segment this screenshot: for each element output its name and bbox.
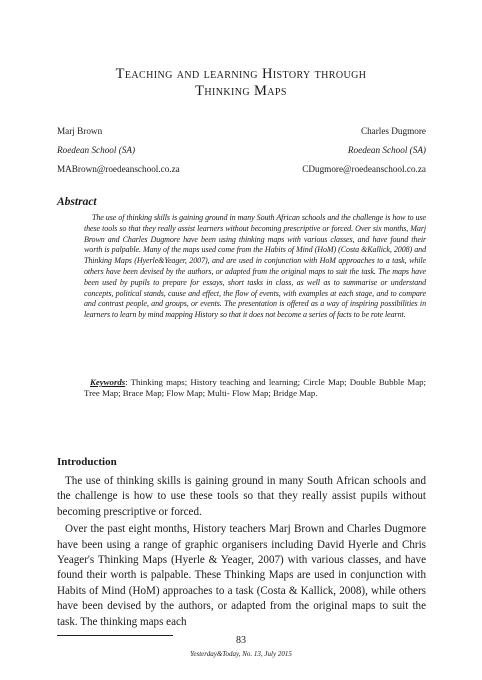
author-names-row (57, 125, 426, 144)
introduction-paragraph-2: Over the past eight months, History teachers Marj Brown and Charles Dugmore have been using a range of graphic organisers including David Hyerle and Chris Yeager's Thinking Maps (Hyerle & Yeager, 2007) with various classes, and have found their worth is palpable. These Thinking Maps are used in conjunction with Habits of Mind (HoM) approaches to a task (Costa & Kallick, 2008), while others have been devised by the authors, or adapted from the original maps to suit the task. The thinking maps each (57, 523, 426, 628)
title-line-2: Thinking Maps (195, 83, 287, 99)
introduction-heading: Introduction (57, 456, 117, 468)
page-number: 83 (236, 635, 246, 646)
abstract-heading: Abstract (57, 196, 97, 208)
abstract-text: The use of thinking skills is gaining ground in many South African schools and the challenge is how to use these tools so that they really assist learners without becoming prescriptive or forced. Over six months, Marj Brown and Charles Dugmore have been using thinking maps with various classes, and have found their worth is palpable. Many of the maps used come from the Habits of Mind (HoM) (Costa &Kallick, 2008) and Thinking Maps (Hyerle&Yeager, 2007), and are used in conjunction with HoM approaches to a task, while others have been devised by the authors, or adapted from the original maps to suit the task. The maps have been used by pupils to prepare for essays, short tasks in class, as well as to summarise or understand concepts, political stands, cause and effect, the flow of events, with examples at each stage, and to compare and contrast people, and groups, or events. The presentation is offered as a way of inspiring possibilities in learners to learn by mind mapping History so that it does not become a series of facts to be rote learnt. (84, 213, 426, 320)
author-email-row (57, 163, 426, 182)
paper-title (40, 66, 442, 100)
author-email-1: MABrown@roedeanschool.co.za (57, 164, 180, 174)
keywords-paragraph (84, 377, 426, 399)
introduction-body (57, 474, 426, 632)
keywords-label: Keywords (90, 377, 126, 387)
keywords-text: : Thinking maps; History teaching and learning; Circle Map; Double Bubble Map; Tree Map; Brace Map; Flow Map; Multi- Flow Map; Bridge Map. (84, 377, 426, 399)
journal-citation: Yesterday&Today, No. 13, July 2015 (190, 650, 292, 658)
author-affiliation-2: Roedean School (SA) (347, 145, 426, 155)
introduction-paragraph-1: The use of thinking skills is gaining ground in many South African schools and the challenge is how to use these tools so that they really assist pupils without becoming prescriptive or forced. (57, 475, 426, 518)
author-name-2: Charles Dugmore (360, 126, 426, 136)
author-name-1: Marj Brown (57, 126, 103, 136)
author-affiliation-row (57, 144, 426, 163)
author-email-2: CDugmore@roedeanschool.co.za (302, 164, 426, 174)
author-affiliation-1: Roedean School (SA) (57, 145, 136, 155)
author-block (57, 125, 426, 182)
title-line-1: Teaching and learning History through (115, 66, 367, 82)
